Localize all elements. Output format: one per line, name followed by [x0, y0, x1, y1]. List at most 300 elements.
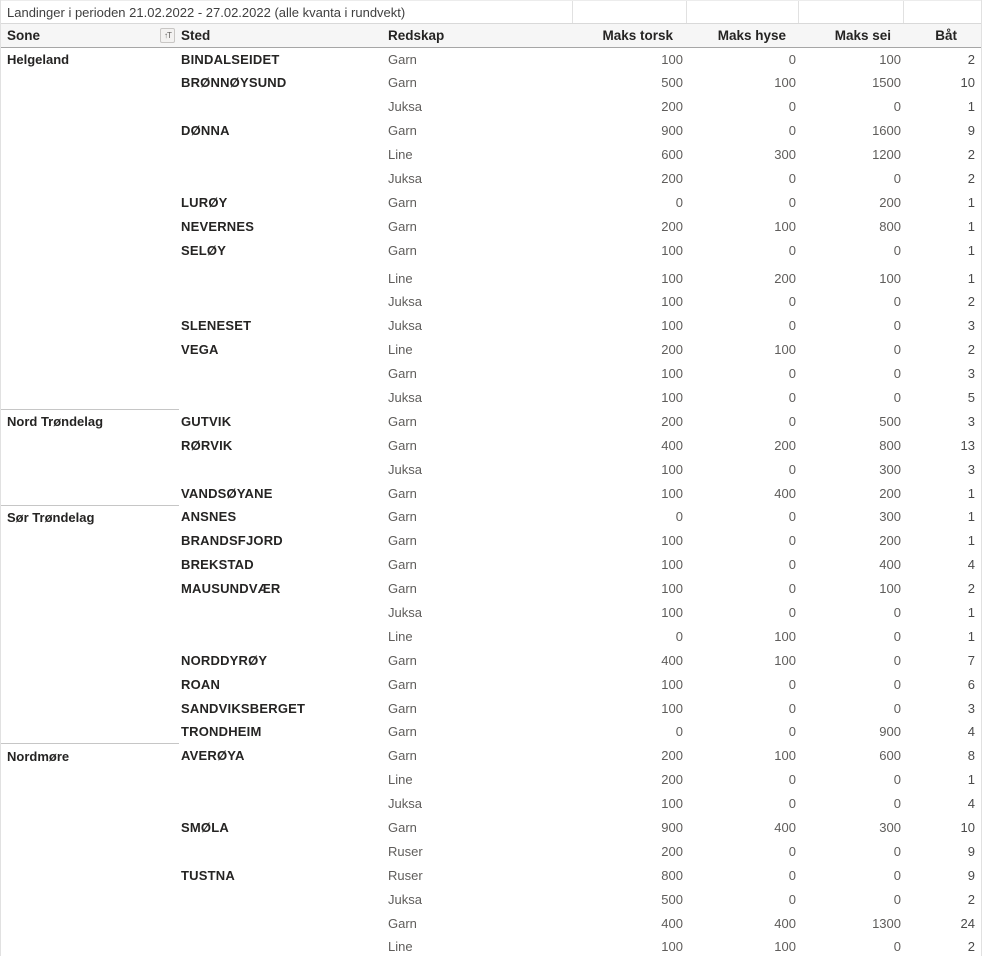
cell-bat: 1	[967, 628, 975, 644]
cell-redskap: Juksa	[388, 170, 422, 186]
cell-sone	[1, 553, 179, 577]
cell-bat: 2	[967, 891, 975, 907]
cell-maks-hyse: 0	[788, 366, 796, 382]
table-row[interactable]	[1, 744, 982, 768]
table-row[interactable]	[1, 119, 982, 143]
cell-bat: 4	[967, 557, 975, 573]
cell-redskap: Juksa	[388, 891, 422, 907]
table-row[interactable]	[1, 71, 982, 95]
table-row[interactable]	[1, 238, 982, 262]
cell-sone	[1, 696, 179, 720]
cell-maks-hyse: 0	[788, 194, 796, 210]
cell-maks-hyse: 0	[788, 461, 796, 477]
cell-redskap: Juksa	[388, 796, 422, 812]
cell-maks-hyse: 0	[788, 891, 796, 907]
cell-maks-torsk: 900	[661, 123, 683, 139]
cell-maks-hyse: 0	[788, 123, 796, 139]
cell-redskap: Juksa	[388, 461, 422, 477]
cell-sone	[1, 840, 179, 864]
cell-maks-hyse: 200	[774, 437, 796, 453]
cell-maks-sei: 1500	[872, 75, 901, 91]
cell-sted: VANDSØYANE	[181, 485, 273, 501]
cell-maks-hyse: 400	[774, 485, 796, 501]
cell-maks-sei: 0	[893, 700, 901, 716]
cell-maks-sei: 0	[893, 294, 901, 310]
cell-maks-torsk: 100	[661, 242, 683, 258]
sort-filter-icon[interactable]: ↑T	[160, 28, 175, 43]
cell-bat: 9	[967, 123, 975, 139]
cell-redskap: Juksa	[388, 318, 422, 334]
report-title: Landinger i perioden 21.02.2022 - 27.02.2022 (alle kvanta i rundvekt)	[7, 4, 406, 20]
cell-bat: 2	[967, 51, 975, 67]
table-row[interactable]	[1, 481, 982, 505]
cell-maks-sei: 0	[893, 939, 901, 955]
cell-bat: 1	[967, 533, 975, 549]
cell-maks-torsk: 600	[661, 147, 683, 162]
cell-maks-hyse: 0	[788, 867, 796, 883]
cell-sone	[1, 338, 179, 362]
cell-redskap: Garn	[388, 242, 417, 258]
cell-maks-torsk: 200	[661, 413, 683, 429]
cell-sted: SMØLA	[181, 820, 229, 836]
cell-maks-torsk: 0	[675, 194, 683, 210]
cell-maks-hyse: 0	[788, 700, 796, 716]
cell-sted	[179, 95, 386, 119]
table-row[interactable]	[1, 290, 982, 314]
column-header-redskap[interactable]: Redskap	[386, 24, 574, 47]
cell-maks-hyse: 0	[788, 724, 796, 740]
cell-redskap: Juksa	[388, 605, 422, 621]
cell-redskap: Garn	[388, 75, 417, 91]
cell-bat: 2	[967, 170, 975, 186]
title-empty-cell	[573, 1, 687, 23]
column-header-sone[interactable]	[1, 24, 179, 47]
table-row[interactable]	[1, 457, 982, 481]
cell-sted: BINDALSEIDET	[181, 51, 280, 67]
cell-sone	[1, 816, 179, 840]
title-empty-cell	[799, 1, 904, 23]
column-header-maks-torsk[interactable]: Maks torsk	[574, 24, 688, 47]
cell-redskap: Ruser	[388, 867, 423, 883]
cell-maks-hyse: 400	[774, 820, 796, 836]
table-row[interactable]	[1, 409, 982, 433]
cell-maks-torsk: 100	[661, 557, 683, 573]
table-row[interactable]	[1, 433, 982, 457]
cell-maks-hyse: 0	[788, 772, 796, 788]
cell-maks-sei: 1300	[872, 915, 901, 931]
cell-maks-hyse: 0	[788, 99, 796, 115]
cell-redskap: Garn	[388, 485, 417, 501]
cell-bat: 9	[967, 867, 975, 883]
table-row[interactable]	[1, 601, 982, 625]
cell-sone	[1, 529, 179, 553]
cell-bat: 1	[967, 194, 975, 210]
cell-redskap: Garn	[388, 724, 417, 740]
cell-sted: SELØY	[181, 242, 227, 258]
cell-maks-sei: 900	[879, 724, 901, 740]
cell-redskap: Garn	[388, 218, 417, 234]
cell-sone	[1, 290, 179, 314]
cell-bat: 1	[967, 605, 975, 621]
cell-sted: GUTVIK	[181, 413, 232, 429]
cell-bat: 1	[967, 772, 975, 788]
cell-redskap: Garn	[388, 437, 417, 453]
cell-bat: 4	[967, 796, 975, 812]
cell-maks-torsk: 100	[661, 533, 683, 549]
cell-bat: 6	[967, 676, 975, 692]
cell-sone	[1, 143, 179, 167]
table-row[interactable]	[1, 672, 982, 696]
cell-sted	[179, 457, 386, 481]
cell-maks-hyse: 0	[788, 413, 796, 429]
cell-maks-hyse: 0	[788, 581, 796, 597]
cell-bat: 1	[967, 509, 975, 525]
cell-maks-sei: 400	[879, 557, 901, 573]
cell-maks-sei: 200	[879, 533, 901, 549]
cell-maks-torsk: 100	[661, 294, 683, 310]
cell-redskap: Garn	[388, 557, 417, 573]
cell-maks-torsk: 100	[661, 700, 683, 716]
cell-bat: 1	[967, 270, 975, 286]
cell-sone	[1, 166, 179, 190]
cell-bat: 13	[960, 437, 975, 453]
cell-redskap: Garn	[388, 700, 417, 716]
column-header-bat[interactable]: Båt	[906, 24, 982, 47]
cell-redskap: Garn	[388, 366, 417, 382]
cell-maks-torsk: 100	[661, 605, 683, 621]
cell-redskap: Garn	[388, 509, 417, 525]
cell-maks-torsk: 200	[661, 170, 683, 186]
cell-redskap: Juksa	[388, 390, 422, 406]
cell-maks-hyse: 0	[788, 318, 796, 334]
cell-maks-sei: 200	[879, 194, 901, 210]
cell-sone	[1, 911, 179, 935]
cell-sted: TUSTNA	[181, 867, 235, 883]
column-header-sone-label: Sone	[7, 27, 41, 43]
cell-maks-torsk: 200	[661, 342, 683, 358]
cell-sone	[1, 792, 179, 816]
cell-bat: 24	[960, 915, 975, 931]
cell-sone	[1, 481, 179, 505]
cell-maks-torsk: 400	[661, 437, 683, 453]
cell-maks-sei: 0	[893, 390, 901, 406]
cell-maks-torsk: 100	[661, 51, 683, 67]
cell-maks-sei: 200	[879, 485, 901, 501]
cell-redskap: Garn	[388, 915, 417, 931]
cell-sone	[1, 362, 179, 386]
cell-maks-hyse: 0	[788, 843, 796, 859]
cell-sone: Nord Trøndelag	[1, 409, 179, 433]
table-row[interactable]	[1, 696, 982, 720]
table-row[interactable]	[1, 338, 982, 362]
cell-redskap: Line	[388, 939, 413, 955]
cell-bat: 1	[967, 242, 975, 258]
cell-maks-hyse: 0	[788, 51, 796, 67]
cell-bat: 3	[967, 700, 975, 716]
landings-table	[1, 24, 982, 956]
cell-maks-sei: 0	[893, 605, 901, 621]
cell-maks-sei: 0	[893, 342, 901, 358]
column-header-maks-sei[interactable]: Maks sei	[801, 24, 906, 47]
cell-maks-sei: 300	[879, 509, 901, 525]
cell-bat: 1	[967, 99, 975, 115]
cell-maks-torsk: 100	[661, 318, 683, 334]
cell-sted	[179, 601, 386, 625]
table-row[interactable]	[1, 768, 982, 792]
cell-maks-hyse: 100	[774, 748, 796, 764]
cell-maks-torsk: 500	[661, 75, 683, 91]
cell-maks-hyse: 0	[788, 796, 796, 812]
cell-sted	[179, 362, 386, 386]
table-row[interactable]	[1, 816, 982, 840]
cell-maks-hyse: 100	[774, 939, 796, 955]
table-row[interactable]	[1, 624, 982, 648]
cell-sted: NEVERNES	[181, 218, 255, 234]
cell-maks-sei: 0	[893, 318, 901, 334]
cell-sted: VEGA	[181, 342, 219, 358]
title-empty-cell	[687, 1, 800, 23]
cell-sted: LURØY	[181, 194, 228, 210]
cell-sone	[1, 672, 179, 696]
cell-redskap: Garn	[388, 533, 417, 549]
cell-maks-torsk: 0	[675, 628, 683, 644]
cell-maks-sei: 0	[893, 170, 901, 186]
cell-sone: Sør Trøndelag	[1, 505, 179, 529]
cell-maks-sei: 100	[879, 270, 901, 286]
cell-maks-torsk: 100	[661, 270, 683, 286]
table-row[interactable]	[1, 553, 982, 577]
cell-bat: 1	[967, 218, 975, 234]
cell-sone: Helgeland	[7, 51, 70, 67]
cell-maks-hyse: 100	[774, 628, 796, 644]
table-row[interactable]	[1, 362, 982, 386]
cell-sone	[1, 887, 179, 911]
cell-sted: MAUSUNDVÆR	[181, 581, 281, 597]
table-row[interactable]	[1, 505, 982, 529]
cell-bat: 2	[967, 342, 975, 358]
cell-sted: DØNNA	[181, 123, 230, 139]
cell-bat: 5	[967, 390, 975, 406]
cell-maks-torsk: 100	[661, 581, 683, 597]
cell-sone	[1, 119, 179, 143]
cell-maks-torsk: 500	[661, 891, 683, 907]
table-row[interactable]	[1, 863, 982, 887]
cell-sted	[179, 935, 386, 956]
cell-redskap: Garn	[388, 413, 417, 429]
cell-bat: 2	[967, 294, 975, 310]
cell-sone	[1, 95, 179, 119]
cell-sone	[1, 601, 179, 625]
cell-bat: 4	[967, 724, 975, 740]
cell-maks-hyse: 0	[788, 676, 796, 692]
cell-sone	[1, 648, 179, 672]
cell-redskap: Juksa	[388, 294, 422, 310]
cell-sted	[179, 911, 386, 935]
cell-sted: RØRVIK	[181, 437, 233, 453]
cell-sone	[1, 935, 179, 956]
cell-sted: SANDVIKSBERGET	[181, 700, 306, 716]
table-row[interactable]	[1, 166, 982, 190]
cell-maks-sei: 100	[879, 581, 901, 597]
cell-sted	[179, 840, 386, 864]
cell-sted: SLENESET	[181, 318, 252, 334]
cell-maks-torsk: 200	[661, 99, 683, 115]
table-row[interactable]	[1, 529, 982, 553]
cell-maks-sei: 0	[893, 843, 901, 859]
cell-sone	[1, 433, 179, 457]
title-empty-cell	[904, 1, 981, 23]
cell-redskap: Garn	[388, 581, 417, 597]
cell-maks-torsk: 100	[661, 676, 683, 692]
cell-maks-torsk: 0	[675, 724, 683, 740]
cell-sted: BRANDSFJORD	[181, 533, 283, 549]
cell-bat: 1	[967, 485, 975, 501]
cell-maks-sei: 0	[893, 99, 901, 115]
cell-maks-sei: 1600	[872, 123, 901, 139]
table-row[interactable]	[1, 262, 982, 290]
cell-maks-sei: 1200	[872, 147, 901, 162]
cell-bat: 2	[967, 147, 975, 162]
column-header-sted[interactable]: Sted	[179, 24, 386, 47]
title-row	[1, 0, 981, 24]
cell-maks-sei: 0	[893, 366, 901, 382]
cell-sted	[179, 290, 386, 314]
cell-maks-torsk: 800	[661, 867, 683, 883]
cell-maks-sei: 0	[893, 628, 901, 644]
cell-maks-torsk: 100	[661, 796, 683, 812]
table-row[interactable]	[1, 911, 982, 935]
cell-maks-torsk: 200	[661, 748, 683, 764]
cell-bat: 8	[967, 748, 975, 764]
cell-maks-sei: 100	[879, 51, 901, 67]
cell-sone	[1, 768, 179, 792]
cell-maks-sei: 0	[893, 652, 901, 668]
cell-redskap: Line	[388, 628, 413, 644]
cell-redskap: Garn	[388, 51, 417, 67]
cell-bat: 3	[967, 318, 975, 334]
table-row[interactable]	[1, 935, 982, 956]
cell-maks-torsk: 100	[661, 485, 683, 501]
table-row[interactable]	[1, 190, 982, 214]
cell-maks-sei: 0	[893, 796, 901, 812]
cell-sted	[179, 768, 386, 792]
cell-maks-sei: 300	[879, 461, 901, 477]
cell-maks-hyse: 0	[788, 557, 796, 573]
cell-sted	[179, 262, 386, 290]
cell-sted: ROAN	[181, 676, 221, 692]
cell-maks-sei: 0	[893, 772, 901, 788]
cell-maks-sei: 0	[893, 676, 901, 692]
cell-bat: 7	[967, 652, 975, 668]
cell-bat: 10	[960, 75, 975, 91]
table-row[interactable]	[1, 792, 982, 816]
table-row[interactable]	[1, 47, 982, 71]
cell-maks-hyse: 0	[788, 390, 796, 406]
cell-maks-torsk: 200	[661, 843, 683, 859]
cell-maks-hyse: 100	[774, 652, 796, 668]
cell-maks-hyse: 0	[788, 509, 796, 525]
table-row[interactable]	[1, 214, 982, 238]
cell-sted: AVERØYA	[181, 748, 245, 764]
cell-sone	[1, 577, 179, 601]
cell-sone	[1, 190, 179, 214]
cell-maks-hyse: 100	[774, 342, 796, 358]
cell-redskap: Garn	[388, 652, 417, 668]
cell-maks-sei: 800	[879, 437, 901, 453]
cell-redskap: Juksa	[388, 99, 422, 115]
table-row[interactable]	[1, 648, 982, 672]
cell-maks-torsk: 100	[661, 461, 683, 477]
cell-bat: 3	[967, 413, 975, 429]
cell-sted: ANSNES	[181, 509, 237, 525]
cell-maks-sei: 0	[893, 891, 901, 907]
cell-maks-hyse: 100	[774, 75, 796, 91]
cell-maks-torsk: 100	[661, 939, 683, 955]
cell-maks-hyse: 0	[788, 242, 796, 258]
cell-sted: BREKSTAD	[181, 557, 254, 573]
cell-maks-hyse: 0	[788, 170, 796, 186]
cell-sted	[179, 887, 386, 911]
table-row[interactable]	[1, 887, 982, 911]
column-header-maks-hyse[interactable]: Maks hyse	[688, 24, 801, 47]
cell-maks-sei: 800	[879, 218, 901, 234]
cell-bat: 10	[960, 820, 975, 836]
cell-sone	[1, 386, 179, 410]
cell-sone: Nordmøre	[1, 744, 179, 768]
cell-redskap: Line	[388, 270, 413, 286]
table-row[interactable]	[1, 95, 982, 119]
cell-sted	[179, 792, 386, 816]
cell-sone	[1, 624, 179, 648]
cell-maks-hyse: 0	[788, 533, 796, 549]
title-cell	[1, 1, 573, 23]
cell-sted: NORDDYRØY	[181, 652, 268, 668]
cell-maks-sei: 300	[879, 820, 901, 836]
cell-sted	[179, 166, 386, 190]
cell-sone	[1, 863, 179, 887]
table-row[interactable]	[1, 143, 982, 167]
cell-redskap: Ruser	[388, 843, 423, 859]
cell-maks-hyse: 400	[774, 915, 796, 931]
cell-maks-hyse: 300	[774, 147, 796, 162]
cell-redskap: Garn	[388, 194, 417, 210]
cell-sted	[179, 624, 386, 648]
table-row[interactable]	[1, 577, 982, 601]
table-row[interactable]	[1, 386, 982, 410]
cell-maks-torsk: 200	[661, 218, 683, 234]
cell-maks-torsk: 400	[661, 915, 683, 931]
cell-maks-torsk: 200	[661, 772, 683, 788]
cell-maks-torsk: 100	[661, 366, 683, 382]
cell-sone	[1, 457, 179, 481]
cell-maks-hyse: 0	[788, 294, 796, 310]
cell-maks-sei: 500	[879, 413, 901, 429]
table-row[interactable]	[1, 314, 982, 338]
cell-maks-sei: 0	[893, 242, 901, 258]
cell-sone	[1, 262, 179, 290]
cell-redskap: Garn	[388, 748, 417, 764]
table-body	[1, 47, 982, 956]
cell-maks-torsk: 0	[675, 509, 683, 525]
cell-redskap: Garn	[388, 820, 417, 836]
cell-sted	[179, 143, 386, 167]
table-row[interactable]	[1, 720, 982, 744]
cell-redskap: Garn	[388, 676, 417, 692]
cell-redskap: Line	[388, 147, 413, 162]
cell-maks-torsk: 100	[661, 390, 683, 406]
cell-bat: 2	[967, 581, 975, 597]
table-row[interactable]	[1, 840, 982, 864]
